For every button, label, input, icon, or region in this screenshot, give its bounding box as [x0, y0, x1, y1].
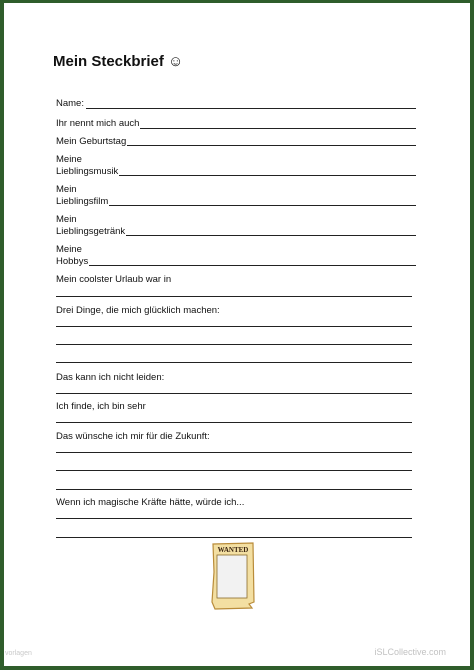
drink-line[interactable]	[126, 235, 416, 236]
film-label-line1: Mein	[56, 184, 77, 195]
hobbies-label-line2: Hobbys	[56, 256, 89, 267]
wish-line-2[interactable]	[56, 470, 412, 471]
film-label-line2: Lieblingsfilm	[56, 196, 109, 207]
music-line[interactable]	[118, 175, 416, 176]
magic-line-1[interactable]	[56, 518, 412, 519]
dislike-label: Das kann ich nicht leiden:	[56, 372, 165, 383]
three-things-line-1[interactable]	[56, 326, 412, 327]
dislike-line[interactable]	[56, 393, 412, 394]
music-label-line2: Lieblingsmusik	[56, 166, 119, 177]
nickname-line[interactable]	[138, 128, 416, 129]
i-am-label: Ich finde, ich bin sehr	[56, 401, 146, 412]
i-am-line[interactable]	[56, 422, 412, 423]
birthday-label: Mein Geburtstag	[56, 136, 127, 147]
drink-label-line1: Mein	[56, 214, 77, 225]
drink-label-line2: Lieblingsgetränk	[56, 226, 126, 237]
vacation-line[interactable]	[56, 296, 412, 297]
smiley-icon: ☺	[168, 53, 184, 70]
name-line[interactable]	[86, 108, 416, 109]
wish-label: Das wünsche ich mir für die Zukunft:	[56, 431, 210, 442]
vacation-label: Mein coolster Urlaub war in	[56, 274, 172, 285]
three-things-label: Drei Dinge, die mich glücklich machen:	[56, 305, 220, 316]
film-line[interactable]	[108, 205, 416, 206]
three-things-line-2[interactable]	[56, 344, 412, 345]
page-title: Mein Steckbrief ☺	[53, 53, 184, 70]
hobbies-line[interactable]	[88, 265, 416, 266]
three-things-line-3[interactable]	[56, 362, 412, 363]
birthday-line[interactable]	[126, 145, 416, 146]
hobbies-label-line1: Meine	[56, 244, 82, 255]
watermark-left: vorlagen	[5, 650, 32, 657]
wanted-poster-image	[211, 542, 255, 610]
name-label: Name:	[56, 98, 84, 109]
wanted-text: WANTED	[217, 546, 249, 554]
nickname-label: Ihr nennt mich auch	[56, 118, 140, 129]
music-label-line1: Meine	[56, 154, 82, 165]
watermark-right: iSLCollective.com	[374, 647, 446, 657]
wish-line-3[interactable]	[56, 489, 412, 490]
magic-line-2[interactable]	[56, 537, 412, 538]
wish-line-1[interactable]	[56, 452, 412, 453]
magic-label: Wenn ich magische Kräfte hätte, würde ich...	[56, 497, 245, 508]
